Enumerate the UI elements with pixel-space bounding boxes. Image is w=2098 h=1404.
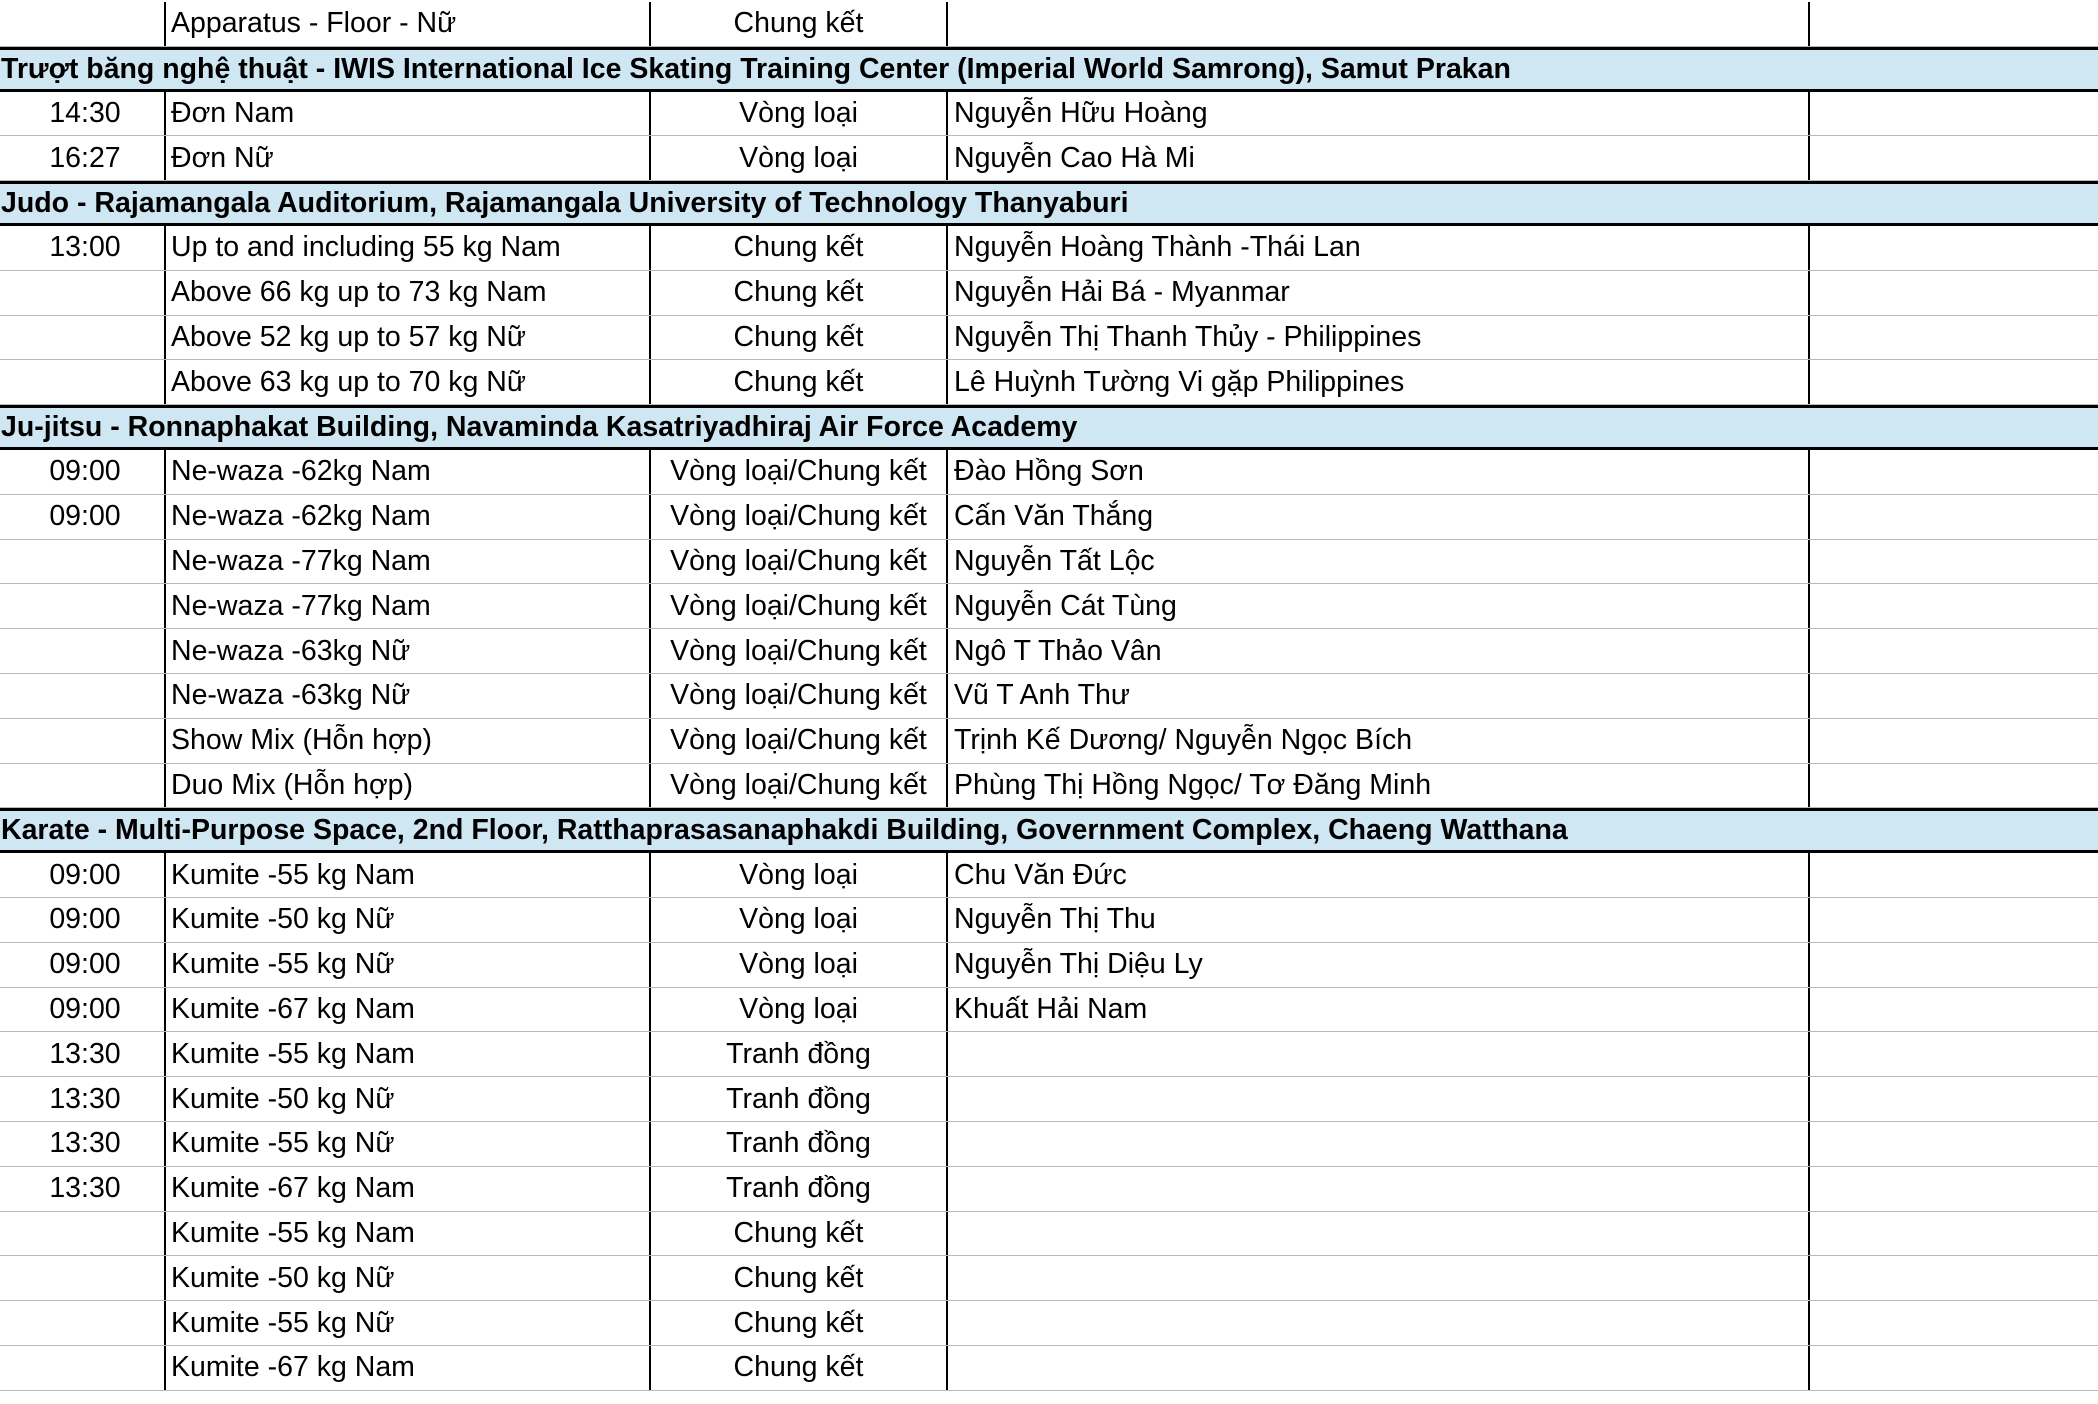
section-title[interactable]: Karate - Multi-Purpose Space, 2nd Floor, Ratthaprasasanaphakdi Building, Government Complex, Chaeng Watthana	[1, 814, 1568, 847]
empty-cell[interactable]	[1808, 719, 2098, 763]
round-cell[interactable]: Vòng loại/Chung kết	[649, 674, 946, 718]
table-row	[0, 719, 2098, 764]
round-cell[interactable]: Vòng loại/Chung kết	[649, 540, 946, 584]
empty-cell[interactable]	[1808, 360, 2098, 404]
empty-cell[interactable]	[1808, 136, 2098, 180]
event-cell[interactable]: Kumite -50 kg Nữ	[164, 1256, 649, 1300]
table-row	[0, 316, 2098, 361]
section-title[interactable]: Trượt băng nghệ thuật - IWIS International Ice Skating Training Center (Imperial World Samrong), Samut Prakan	[1, 52, 1511, 85]
table-row	[0, 674, 2098, 719]
round-cell[interactable]: Vòng loại	[649, 92, 946, 136]
time-cell[interactable]: 13:30	[49, 1082, 121, 1115]
athlete-cell[interactable]	[946, 1122, 1808, 1166]
empty-cell[interactable]	[1808, 943, 2098, 987]
athlete-cell[interactable]: Nguyễn Tất Lộc	[946, 540, 1808, 584]
empty-cell[interactable]	[1808, 1077, 2098, 1121]
round-cell[interactable]: Vòng loại/Chung kết	[649, 764, 946, 808]
table-row	[0, 1346, 2098, 1391]
time-cell[interactable]: 09:00	[49, 858, 121, 891]
event-cell[interactable]: Kumite -50 kg Nữ	[164, 1077, 649, 1121]
time-cell[interactable]: 13:30	[49, 1037, 121, 1070]
table-row	[0, 943, 2098, 988]
athlete-cell[interactable]	[946, 1256, 1808, 1300]
table-row	[0, 1301, 2098, 1346]
event-cell[interactable]: Kumite -67 kg Nam	[164, 1167, 649, 1211]
empty-cell[interactable]	[1808, 92, 2098, 136]
section-title[interactable]: Ju-jitsu - Ronnaphakat Building, Navaminda Kasatriyadhiraj Air Force Academy	[1, 411, 1078, 444]
empty-cell[interactable]	[1808, 495, 2098, 539]
table-row	[0, 853, 2098, 898]
empty-cell[interactable]	[1808, 2, 2098, 46]
athlete-cell[interactable]	[946, 1077, 1808, 1121]
event-cell[interactable]: Above 63 kg up to 70 kg Nữ	[164, 360, 649, 404]
athlete-cell[interactable]: Nguyễn Thị Thanh Thủy - Philippines	[946, 316, 1808, 360]
empty-cell[interactable]	[1808, 1256, 2098, 1300]
event-cell[interactable]: Kumite -67 kg Nam	[164, 988, 649, 1032]
table-row	[0, 1256, 2098, 1301]
event-cell[interactable]: Ne-waza -63kg Nữ	[164, 629, 649, 673]
athlete-cell[interactable]	[946, 1032, 1808, 1076]
event-cell[interactable]: Ne-waza -63kg Nữ	[164, 674, 649, 718]
time-cell[interactable]: 09:00	[49, 948, 121, 981]
time-cell[interactable]	[0, 316, 164, 360]
empty-cell[interactable]	[1808, 1212, 2098, 1256]
empty-cell[interactable]	[1808, 1032, 2098, 1076]
athlete-cell[interactable]	[946, 1301, 1808, 1345]
table-row	[0, 1122, 2098, 1167]
round-cell[interactable]: Tranh đồng	[649, 1077, 946, 1121]
event-cell[interactable]: Kumite -55 kg Nam	[164, 1032, 649, 1076]
table-row	[0, 271, 2098, 316]
event-cell[interactable]: Show Mix (Hỗn hợp)	[164, 719, 649, 763]
table-row	[0, 1032, 2098, 1077]
time-cell[interactable]	[0, 719, 164, 763]
empty-cell[interactable]	[1808, 764, 2098, 808]
empty-cell[interactable]	[1808, 1346, 2098, 1390]
empty-cell[interactable]	[1808, 629, 2098, 673]
athlete-cell[interactable]: Chu Văn Đức	[946, 853, 1808, 897]
empty-cell[interactable]	[1808, 271, 2098, 315]
event-cell[interactable]: Kumite -55 kg Nam	[164, 853, 649, 897]
time-cell[interactable]	[0, 271, 164, 315]
event-cell[interactable]: Đơn Nam	[164, 92, 649, 136]
round-cell[interactable]: Vòng loại	[649, 853, 946, 897]
section-header-row	[0, 808, 2098, 853]
athlete-cell[interactable]: Vũ T Anh Thư	[946, 674, 1808, 718]
round-cell[interactable]: Vòng loại	[649, 898, 946, 942]
round-cell[interactable]: Chung kết	[649, 271, 946, 315]
round-cell[interactable]: Vòng loại/Chung kết	[649, 495, 946, 539]
event-cell[interactable]: Apparatus - Floor - Nữ	[164, 2, 649, 46]
round-cell[interactable]: Chung kết	[649, 1301, 946, 1345]
empty-cell[interactable]	[1808, 898, 2098, 942]
event-cell[interactable]: Ne-waza -62kg Nam	[164, 450, 649, 494]
athlete-cell[interactable]: Trịnh Kế Dương/ Nguyễn Ngọc Bích	[946, 719, 1808, 763]
table-row	[0, 988, 2098, 1033]
table-row	[0, 1077, 2098, 1122]
time-cell[interactable]	[0, 629, 164, 673]
table-row	[0, 1212, 2098, 1257]
round-cell[interactable]: Vòng loại	[649, 136, 946, 180]
table-row	[0, 2, 2098, 47]
event-cell[interactable]: Up to and including 55 kg Nam	[164, 226, 649, 270]
athlete-cell[interactable]: Nguyễn Hoàng Thành -Thái Lan	[946, 226, 1808, 270]
table-row	[0, 136, 2098, 181]
athlete-cell[interactable]: Nguyễn Cát Tùng	[946, 584, 1808, 628]
table-row	[0, 226, 2098, 271]
round-cell[interactable]: Chung kết	[649, 2, 946, 46]
empty-cell[interactable]	[1808, 450, 2098, 494]
empty-cell[interactable]	[1808, 853, 2098, 897]
time-cell[interactable]	[0, 584, 164, 628]
athlete-cell[interactable]: Nguyễn Thị Thu	[946, 898, 1808, 942]
section-title[interactable]: Judo - Rajamangala Auditorium, Rajamangala University of Technology Thanyaburi	[1, 187, 1129, 220]
table-row	[0, 629, 2098, 674]
time-cell[interactable]	[0, 1301, 164, 1345]
round-cell[interactable]: Vòng loại	[649, 988, 946, 1032]
time-cell[interactable]: 09:00	[49, 500, 121, 533]
time-cell[interactable]: 16:27	[49, 141, 121, 174]
round-cell[interactable]: Tranh đồng	[649, 1167, 946, 1211]
empty-cell[interactable]	[1808, 1167, 2098, 1211]
table-row	[0, 584, 2098, 629]
athlete-cell[interactable]: Cấn Văn Thắng	[946, 495, 1808, 539]
round-cell[interactable]: Tranh đồng	[649, 1032, 946, 1076]
athlete-cell[interactable]: Khuất Hải Nam	[946, 988, 1808, 1032]
empty-cell[interactable]	[1808, 316, 2098, 360]
empty-cell[interactable]	[1808, 1122, 2098, 1166]
event-cell[interactable]: Above 66 kg up to 73 kg Nam	[164, 271, 649, 315]
time-cell[interactable]: 13:30	[49, 1172, 121, 1205]
table-row	[0, 360, 2098, 405]
table-row	[0, 450, 2098, 495]
athlete-cell[interactable]	[946, 1346, 1808, 1390]
event-cell[interactable]: Ne-waza -77kg Nam	[164, 584, 649, 628]
event-cell[interactable]: Kumite -55 kg Nữ	[164, 943, 649, 987]
event-cell[interactable]: Kumite -55 kg Nam	[164, 1212, 649, 1256]
athlete-cell[interactable]: Đào Hồng Sơn	[946, 450, 1808, 494]
time-cell[interactable]	[0, 764, 164, 808]
round-cell[interactable]: Chung kết	[649, 1256, 946, 1300]
event-cell[interactable]: Ne-waza -77kg Nam	[164, 540, 649, 584]
time-cell[interactable]: 09:00	[49, 992, 121, 1025]
time-cell[interactable]	[0, 1346, 164, 1390]
round-cell[interactable]: Vòng loại	[649, 943, 946, 987]
table-row	[0, 898, 2098, 943]
athlete-cell[interactable]: Phùng Thị Hồng Ngọc/ Tơ Đăng Minh	[946, 764, 1808, 808]
time-cell[interactable]: 09:00	[49, 455, 121, 488]
round-cell[interactable]: Chung kết	[649, 226, 946, 270]
round-cell[interactable]: Vòng loại/Chung kết	[649, 584, 946, 628]
athlete-cell[interactable]	[946, 1212, 1808, 1256]
round-cell[interactable]: Chung kết	[649, 360, 946, 404]
empty-cell[interactable]	[1808, 988, 2098, 1032]
empty-cell[interactable]	[1808, 1301, 2098, 1345]
round-cell[interactable]: Tranh đồng	[649, 1122, 946, 1166]
athlete-cell[interactable]: Ngô T Thảo Vân	[946, 629, 1808, 673]
athlete-cell[interactable]: Nguyễn Hải Bá - Myanmar	[946, 271, 1808, 315]
time-cell[interactable]	[0, 2, 164, 46]
round-cell[interactable]: Vòng loại/Chung kết	[649, 719, 946, 763]
section-header-row	[0, 181, 2098, 226]
time-cell[interactable]	[0, 540, 164, 584]
empty-cell[interactable]	[1808, 226, 2098, 270]
table-row	[0, 540, 2098, 585]
empty-cell[interactable]	[1808, 674, 2098, 718]
event-cell[interactable]: Đơn Nữ	[164, 136, 649, 180]
table-row	[0, 1167, 2098, 1212]
event-cell[interactable]: Kumite -67 kg Nam	[164, 1346, 649, 1390]
time-cell[interactable]: 14:30	[49, 96, 121, 129]
section-header-row	[0, 405, 2098, 450]
athlete-cell[interactable]	[946, 1167, 1808, 1211]
athlete-cell[interactable]: Nguyễn Cao Hà Mi	[946, 136, 1808, 180]
table-row	[0, 92, 2098, 137]
round-cell[interactable]: Vòng loại/Chung kết	[649, 450, 946, 494]
athlete-cell[interactable]	[946, 2, 1808, 46]
time-cell[interactable]: 13:30	[49, 1127, 121, 1160]
time-cell[interactable]	[0, 1256, 164, 1300]
round-cell[interactable]: Chung kết	[649, 316, 946, 360]
time-cell[interactable]	[0, 674, 164, 718]
event-cell[interactable]: Kumite -50 kg Nữ	[164, 898, 649, 942]
round-cell[interactable]: Vòng loại/Chung kết	[649, 629, 946, 673]
time-cell[interactable]	[0, 1212, 164, 1256]
time-cell[interactable]: 09:00	[49, 903, 121, 936]
round-cell[interactable]: Chung kết	[649, 1346, 946, 1390]
table-row	[0, 764, 2098, 809]
section-header-row	[0, 47, 2098, 92]
event-cell[interactable]: Kumite -55 kg Nữ	[164, 1301, 649, 1345]
table-row	[0, 495, 2098, 540]
event-cell[interactable]: Kumite -55 kg Nữ	[164, 1122, 649, 1166]
empty-cell[interactable]	[1808, 584, 2098, 628]
athlete-cell[interactable]: Nguyễn Thị Diệu Ly	[946, 943, 1808, 987]
empty-cell[interactable]	[1808, 540, 2098, 584]
round-cell[interactable]: Chung kết	[649, 1212, 946, 1256]
event-cell[interactable]: Ne-waza -62kg Nam	[164, 495, 649, 539]
time-cell[interactable]	[0, 360, 164, 404]
athlete-cell[interactable]: Lê Huỳnh Tường Vi gặp Philippines	[946, 360, 1808, 404]
time-cell[interactable]: 13:00	[49, 231, 121, 264]
athlete-cell[interactable]: Nguyễn Hữu Hoàng	[946, 92, 1808, 136]
event-cell[interactable]: Above 52 kg up to 57 kg Nữ	[164, 316, 649, 360]
event-cell[interactable]: Duo Mix (Hỗn hợp)	[164, 764, 649, 808]
